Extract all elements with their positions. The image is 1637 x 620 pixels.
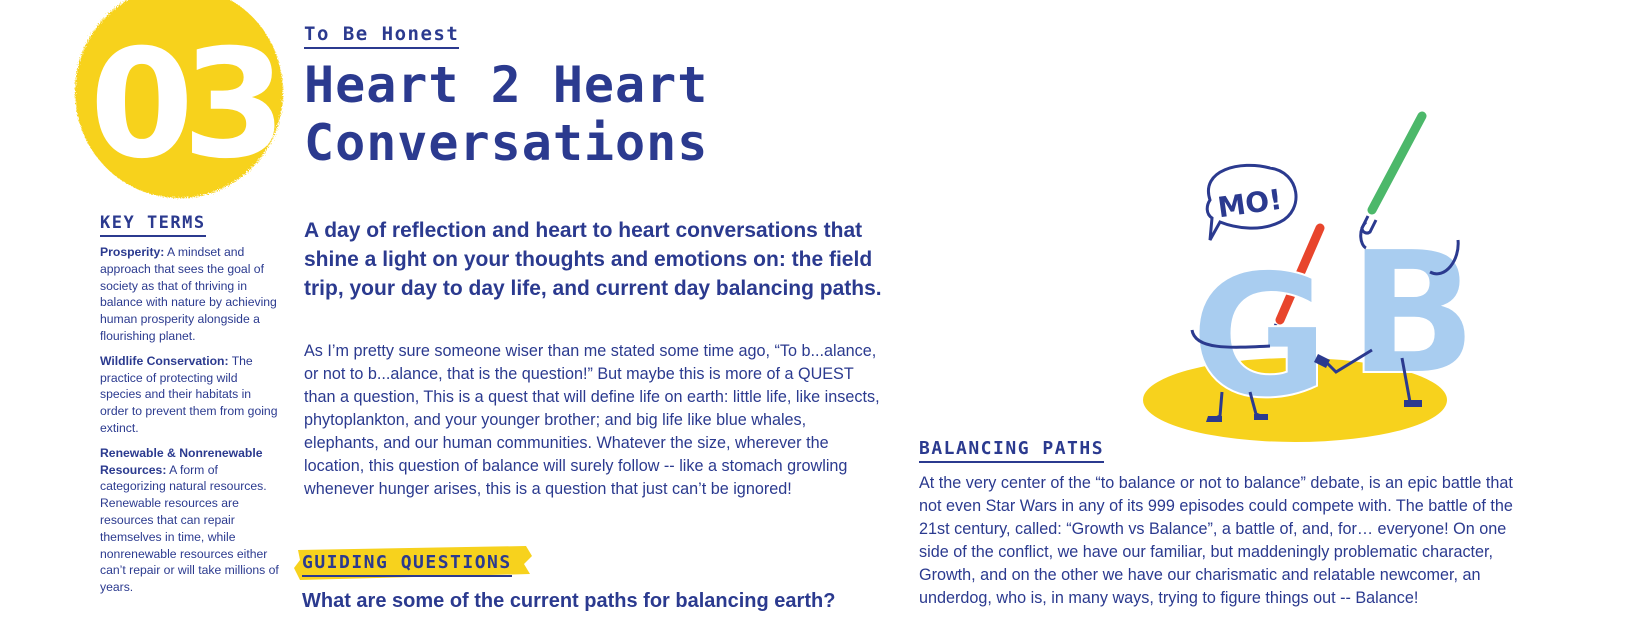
page-title	[304, 56, 824, 172]
balancing-paths-paragraph: At the very center of the “to balance or not to balance” debate, is an epic battle that not even Star Wars in any of its 999 episodes could compete with. The battle of the 21st century, called: “Growth vs Balance”, a battle of, and, for… everyone! On one side of the conflict, we have our familiar, but maddeningly problematic character, Growth, and on the other we have our charismatic and relatable newcomer, an underdog, who is, in many ways, trying to figure things out -- Balance!	[919, 474, 1513, 607]
guiding-questions-heading: GUIDING QUESTIONS	[302, 552, 512, 577]
title-line-2: Conversations	[304, 114, 709, 172]
speech-bubble-text: MO!	[1215, 182, 1284, 225]
key-term-name: Renewable & Nonrenewable Resources:	[100, 445, 263, 477]
section-eyebrow: To Be Honest	[304, 22, 459, 49]
key-term-name: Wildlife Conservation:	[100, 353, 229, 368]
key-term-definition: A mindset and approach that sees the goal of society as that of thriving in balance with nature by achieving human prosperity alongside a flourishing planet.	[100, 245, 277, 343]
key-terms-heading: KEY TERMS	[100, 212, 206, 237]
green-lightsaber	[1372, 116, 1422, 210]
key-term-item	[100, 445, 280, 596]
growth-vs-balance-illustration	[1140, 110, 1480, 455]
intro-paragraph: A day of reflection and heart to heart conversations that shine a light on your thoughts and emotions on: the field trip, your day to day life, and current day balancing paths.	[304, 219, 882, 300]
body-paragraph: As I’m pretty sure someone wiser than me stated some time ago, “To b...alance, or not to b...alance, that is the question!” But maybe this is more of a QUEST than a question, This is a quest that will define life on earth: little life, like insects, phytoplankton, and your younger brother; and big life like blue whales, elephants, and our human communities. Whatever the size, wherever the location, this question of balance will surely follow -- like a stomach growling whenever hunger arises, this is a question that just can’t be ignored!	[304, 342, 880, 498]
key-term-name: Prosperity:	[100, 245, 165, 259]
balancing-paths-heading: BALANCING PATHS	[919, 438, 1104, 463]
key-term-definition: A form of categorizing natural resources. Renewable resources are resources that can repair themselves in time, while nonrenewable resources either can’t repair or will take millions of years.	[100, 462, 279, 595]
guiding-question: What are some of the current paths for balancing earth?	[302, 590, 836, 612]
key-term-item	[100, 244, 280, 345]
key-term-item	[100, 353, 280, 437]
letter-b-character: B	[1348, 215, 1478, 413]
key-terms-list	[100, 244, 280, 604]
badge-number: 03	[89, 18, 275, 192]
letter-g-character: G	[1190, 238, 1330, 436]
title-line-1: Heart 2 Heart	[304, 56, 709, 114]
key-term-definition: The practice of protecting wild species and their habitats in order to prevent them from going extinct.	[100, 353, 278, 435]
chapter-number-badge	[74, 0, 284, 200]
